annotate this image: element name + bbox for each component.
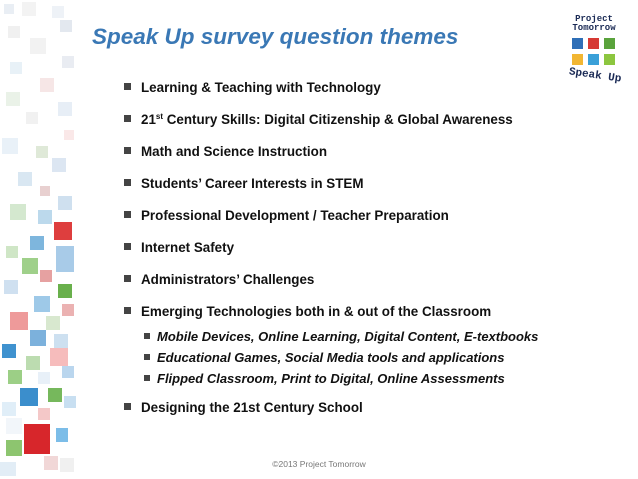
square-bullet-icon <box>144 375 150 381</box>
slide-title: Speak Up survey question themes <box>92 24 459 49</box>
square-bullet-icon <box>124 403 131 410</box>
slide-footer: ©2013 Project Tomorrow <box>272 459 366 469</box>
square-bullet-icon <box>124 147 131 154</box>
square-bullet-icon <box>124 243 131 250</box>
logo-tomorrow-text: Tomorrow <box>572 23 616 33</box>
square-bullet-icon <box>124 307 131 314</box>
square-bullet-icon <box>124 275 131 282</box>
decorative-mosaic <box>0 0 80 479</box>
logo-speak-up-text: Speak Up <box>568 66 622 86</box>
logo-square-blue <box>572 38 583 49</box>
logo-project-text: Project <box>575 14 613 24</box>
logo-square-green <box>604 38 615 49</box>
square-bullet-icon <box>124 83 131 90</box>
logo-square-red <box>588 38 599 49</box>
speak-up-logo <box>562 14 626 86</box>
square-bullet-icon <box>124 115 131 122</box>
square-bullet-icon <box>124 179 131 186</box>
square-bullet-icon <box>144 354 150 360</box>
square-bullet-icon <box>124 211 131 218</box>
logo-square-lightblue <box>588 54 599 65</box>
logo-square-lightgreen <box>604 54 615 65</box>
square-bullet-icon <box>144 333 150 339</box>
logo-square-yellow <box>572 54 583 65</box>
